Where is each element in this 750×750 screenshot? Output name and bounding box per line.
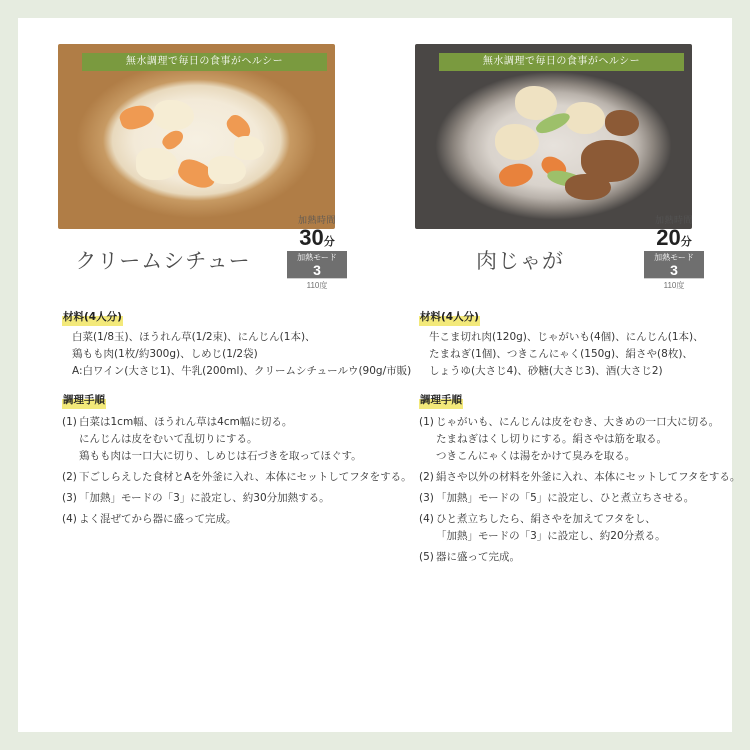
step-item [419,469,741,486]
ingredient-line: 白菜(1/8玉)、ほうれん草(1/2束)、にんじん(1本)、 [72,331,316,343]
recipe-page [18,18,741,732]
step-item [62,414,362,465]
ingredient-line: たまねぎ(1個)、つきこんにゃく(150g)、絹さや(8枚)、 [429,348,693,360]
title-row [415,215,694,293]
step-line: 「加熱」モードの「3」に設定し、約30分加熱する。 [79,492,330,504]
step-line: つきこんにゃくは湯をかけて臭みを取る。 [436,450,636,462]
step-line: 器に盛って完成。 [436,551,520,563]
step-line: ひと煮立ちしたら、絹さやを加えてフタをし、 [436,513,656,525]
time-label: 加熱時間 [654,215,693,225]
ingredients-heading: 材料(4人分) [62,309,123,326]
mode-temp: 110度 [644,278,704,291]
step-text [436,414,719,465]
step-text [436,511,666,545]
steps-heading: 調理手順 [62,392,106,409]
cream-stew-photo-wrap [58,44,335,229]
step-number: (2) [419,471,434,483]
step-number: (3) [62,492,77,504]
stew-ingredients-decor [58,44,335,229]
cooking-time-badge [287,213,347,291]
ingredients-heading: 材料(4人分) [419,309,480,326]
step-line: たまねぎはくし切りにする。絹さやは筋を取る。 [436,433,667,445]
step-line: 「加熱」モードの「5」に設定し、ひと煮立ちさせる。 [436,492,695,504]
step-item [419,490,706,507]
mode-label: 加熱モード [644,251,704,263]
step-number: (2) [62,471,77,483]
time-number: 20 [656,225,681,250]
ingredients-list [429,329,706,380]
photo-banner: 無水調理で毎日の食事がヘルシー [82,53,327,71]
cooking-time-badge [644,213,704,291]
step-text [79,414,362,465]
step-line: よく混ぜてから器に盛って完成。 [79,513,237,525]
step-item [419,414,720,465]
time-value [644,226,704,249]
title-row [58,215,337,293]
time-label: 加熱時間 [297,215,336,225]
step-text [79,511,237,528]
step-item [419,549,706,566]
step-number: (4) [419,513,434,525]
step-text [436,549,520,566]
mode-value: 3 [644,263,704,278]
step-number: (1) [419,416,434,428]
step-number: (4) [62,513,77,525]
dish-title: クリームシチュー [75,249,251,273]
step-item [62,511,349,528]
cream-stew-photo [58,44,335,229]
step-line: 「加熱」モードの「3」に設定し、約20分煮る。 [436,530,666,542]
recipe-body [375,309,741,566]
photo-banner: 無水調理で毎日の食事がヘルシー [439,53,684,71]
step-line: 下ごしらえした食材とAを外釜に入れ、本体にセットしてフタをする。 [79,471,412,483]
mode-temp: 110度 [287,278,347,291]
dish-title: 肉じゃが [476,249,564,273]
step-number: (5) [419,551,434,563]
step-line: じゃがいも、にんじんは皮をむき、大きめの一口大に切る。 [436,416,720,428]
step-text [79,490,330,507]
nikujaga-ingredients-decor [415,44,692,229]
step-item [62,469,412,486]
ingredient-line: A:白ワイン(大さじ1)、牛乳(200ml)、クリームシチュールウ(90g/市販) [72,365,412,377]
step-number: (3) [419,492,434,504]
step-line: 鶏もも肉は一口大に切り、しめじは石づきを取ってほぐす。 [79,450,362,462]
step-line: にんじんは皮をむいて乱切りにする。 [79,433,258,445]
time-value [287,226,347,249]
nikujaga-photo-wrap [415,44,692,229]
ingredient-line: しょうゆ(大さじ4)、砂糖(大さじ3)、酒(大さじ2) [429,365,663,377]
nikujaga-photo [415,44,692,229]
recipe-card-nikujaga [375,18,741,570]
time-unit: 分 [323,236,335,248]
mode-value: 3 [287,263,347,278]
mode-label: 加熱モード [287,251,347,263]
ingredient-line: 鶏もも肉(1枚/約300g)、しめじ(1/2袋) [72,348,258,360]
ingredients-list [72,329,412,380]
recipe-body [18,309,412,528]
steps-list [419,414,741,566]
step-text [436,469,740,486]
recipe-card-cream-stew [18,18,412,570]
step-line: 絹さや以外の材料を外釜に入れ、本体にセットしてフタをする。 [436,471,741,483]
step-item [419,511,706,545]
step-text [79,469,412,486]
step-item [62,490,349,507]
time-unit: 分 [680,236,692,248]
steps-list [62,414,412,528]
step-text [436,490,694,507]
step-number: (1) [62,416,77,428]
ingredient-line: 牛こま切れ肉(120g)、じゃがいも(4個)、にんじん(1本)、 [429,331,704,343]
steps-heading: 調理手順 [419,392,463,409]
step-line: 白菜は1cm幅、ほうれん草は4cm幅に切る。 [79,416,293,428]
recipe-columns [18,18,741,570]
time-number: 30 [299,225,324,250]
